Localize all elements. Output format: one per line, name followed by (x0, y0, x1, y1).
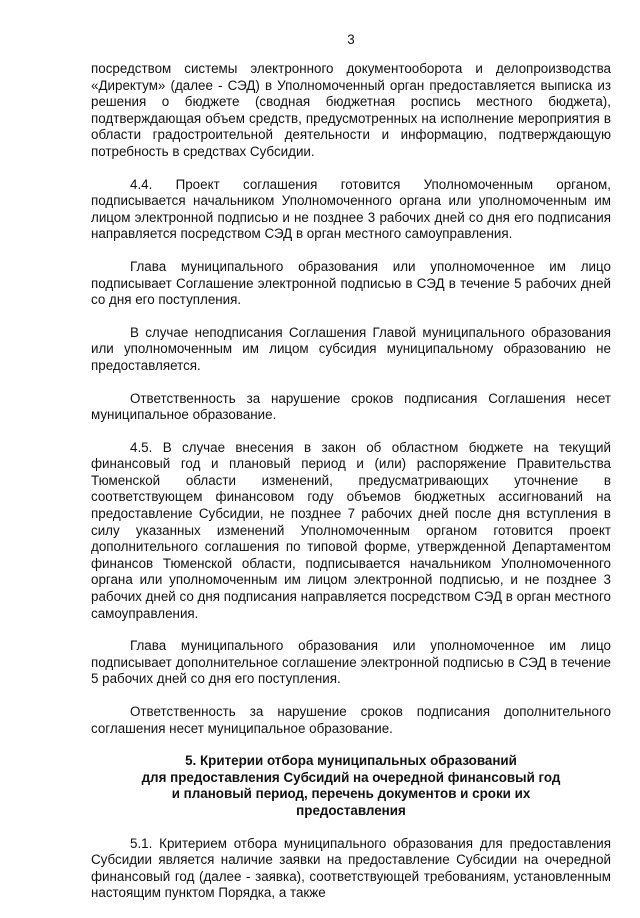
heading-line-3: и плановый период, перечень документов и сроки их (171, 786, 531, 802)
heading-line-1: 5. Критерии отбора муниципальных образований (185, 753, 517, 769)
heading-line-4: предоставления (296, 802, 406, 818)
paragraph-4-4: 4.4. Проект соглашения готовится Уполномоченным органом, подписывается начальником Уполномоченного органа или уполномоченным им лицом электронной подписью и не позднее 3 рабочих дней со дня его подписания направляется посредством СЭД в орган местного самоуправления. (91, 176, 611, 242)
document-body (91, 61, 611, 918)
paragraph-non-signing: В случае неподписания Соглашения Главой муниципального образования или уполномоченным им лицом субсидия муниципальному образованию не предоставляется. (91, 324, 611, 373)
heading-line-2: для предоставления Субсидий на очередной финансовый год (141, 769, 561, 785)
paragraph-signing-term: Глава муниципального образования или уполномоченное им лицо подписывает Соглашение электронной подписью в СЭД в течение 5 рабочих дней со дня его поступления. (91, 258, 611, 308)
paragraph-additional-signing: Глава муниципального образования или уполномоченное им лицо подписывает дополнительное соглашение электронной подписью в СЭД в течение 5 рабочих дней со дня его поступления. (91, 638, 611, 687)
page-number: 3 (347, 32, 355, 47)
paragraph-continuation: посредством системы электронного документооборота и делопроизводства «Директум» (далее - СЭД) в Уполномоченный орган предоставляется выписка из решения о бюджете (сводная бюджетная роспись местного бюджета), подтверждающая объем средств, предусмотренных на исполнение мероприятия в области градостроительной деятельности и информацию, подтверждающую потребность в средствах Субсидии. (91, 61, 611, 159)
paragraph-5-1: 5.1. Критерием отбора муниципального образования для предоставления Субсидии является наличие заявки на предоставление Субсидии на очередной финансовый год (далее - заявка), соответствующей требованиям, установленным настоящим пунктом Порядка, а также (91, 835, 611, 901)
paragraph-additional-responsibility: Ответственность за нарушение сроков подписания дополнительного соглашения несет муниципальное образование. (91, 704, 611, 736)
paragraph-4-5: 4.5. В случае внесения в закон об областном бюджете на текущий финансовый год и плановый период и (или) распоряжение Правительства Тюменской области изменений, предусматривающих уточнение в соответствующем финансовом году объемов бюджетных ассигнований на предоставление Субсидии, не позднее 7 рабочих дней после дня вступления в силу указанных изменений Уполномоченным органом готовится проект дополнительного соглашения по типовой форме, утвержденной Департаментом финансов Тюменской области, подписывается начальником Уполномоченного органа или уполномоченным им лицом электронной подписью, и не позднее 3 рабочих дней со дня подписания направляется посредством СЭД в орган местного самоуправления. (91, 439, 611, 621)
section-5-heading (91, 753, 611, 819)
paragraph-responsibility: Ответственность за нарушение сроков подписания Соглашения несет муниципальное образование. (91, 390, 611, 423)
document-page (91, 0, 611, 905)
